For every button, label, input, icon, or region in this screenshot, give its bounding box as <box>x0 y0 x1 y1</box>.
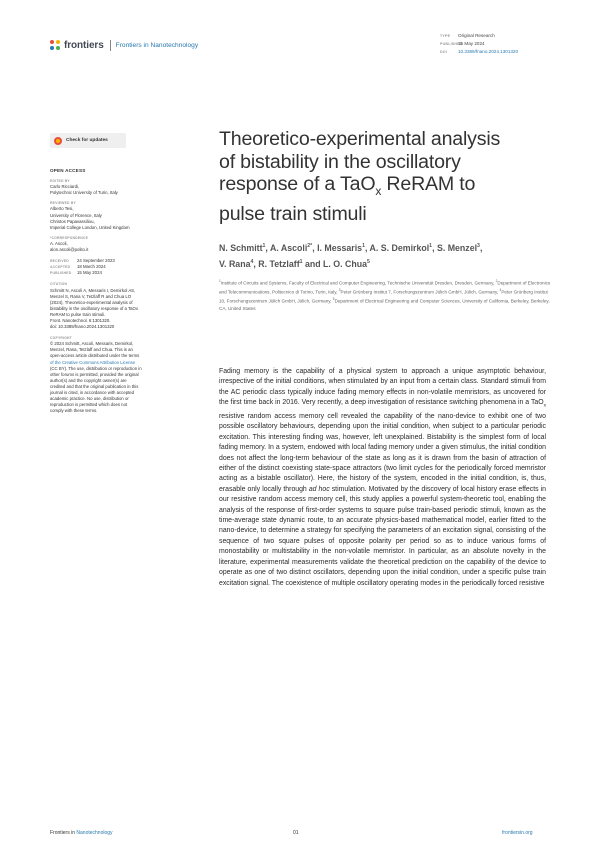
copyright-line: journal is cited, in accordance with accepted <box>50 390 135 395</box>
title-line: Theoretico-experimental analysis <box>219 128 501 150</box>
corresponding-email-link[interactable]: alon.ascoli@polito.it <box>50 247 89 253</box>
affil-number: 2 <box>495 279 498 283</box>
copyright-line: comply with these terms. <box>50 408 98 414</box>
copyright-label: COPYRIGHT <box>50 336 72 341</box>
author-name[interactable]: , R. Tetzlaff <box>253 258 300 269</box>
reviewed-by-label: REVIEWED BY <box>50 201 76 206</box>
footer-journal-prefix: Frontiers in <box>50 830 77 836</box>
author-name[interactable]: , A. Ascoli <box>265 242 308 253</box>
author-affil-ref: 1 <box>362 243 365 249</box>
meta-row-published <box>440 40 518 48</box>
footer-journal-suffix: Nanotechnology <box>76 830 113 836</box>
meta-key: DOI <box>440 50 447 54</box>
journal-header <box>50 40 198 51</box>
citation-line: Menzel S, Rana V, Tetzlaff R and Chua LO <box>50 293 132 299</box>
affil-text: Peter Grünberg Institut 7, Forschungszentrum Jülich GmbH, Jülich, Germany, <box>340 289 500 295</box>
author-affil-ref: 1 <box>429 243 433 249</box>
affiliations <box>219 278 555 312</box>
reviewer-affiliation: Imperial College London, United Kingdom <box>50 224 130 230</box>
reviewer-name: Alberto Tesi, <box>50 206 74 212</box>
dates <box>50 258 160 276</box>
author-name[interactable]: and L. O. Chua <box>302 258 368 269</box>
correspondence-label: *CORRESPONDENCE <box>50 235 89 240</box>
correspondence <box>50 241 160 253</box>
body-text: resistive random access memory cell revealed the capability of the nano-device to exhibit one of two possible oscillatory behaviours, depending upon the initial condition, when subject to a particular periodic excitation. This interesting finding was, however, left unexplained. Bistability is the simplest form of local fading memory. In a system, endowed with local fading memory under a given stimulus, the initial condition does not affect the long-term behaviour of the state as long as it is drawn from the basin of attraction of either of the distinct coexisting state-space attractors (two limit cycles for the periodically forced memristor acting as a bistable oscillator). Here, the history of the system, encoded in the initial condition, is, thus, erasable only locally through <box>219 413 546 493</box>
citation-line: Front. Nanotechnol. 6:1301320. <box>50 317 111 323</box>
affil-text: Institute of Circuits and Systems, Faculty of Electrical and Computer Engineering, Technische Universität Dresden, Dresden, Germany, <box>220 280 496 286</box>
body-emphasis: ad hoc <box>308 485 330 493</box>
open-access-label: OPEN ACCESS <box>50 168 86 173</box>
author-list <box>219 239 559 271</box>
affil-text: Department of Electronics and Telecommunications, Politecnico di Torino, Turin, Italy, <box>219 280 551 295</box>
date-value: 15 May 2024 <box>77 270 102 276</box>
date-key: PUBLISHED <box>50 271 72 276</box>
meta-row-doi <box>440 48 518 56</box>
footer-site-link[interactable]: frontiersin.org <box>502 830 533 836</box>
affil-text: Peter Grünberg Institut 10, Forschungszentrum Jülich GmbH, Jülich, Germany, <box>219 289 548 304</box>
copyright <box>50 341 160 414</box>
citation-line: (2024), Theoretico-experimental analysis of <box>50 299 133 305</box>
author-name[interactable]: , S. Menzel <box>432 242 478 253</box>
author-name[interactable]: V. Rana <box>219 258 251 269</box>
title-text: response of a TaO <box>219 173 376 196</box>
license-link[interactable]: of the Creative Commons Attribution License <box>50 359 136 365</box>
doi-link[interactable]: 10.3389/fnano.2024.1301320 <box>458 49 519 54</box>
date-key: ACCEPTED <box>50 265 71 270</box>
footer-journal[interactable] <box>50 830 113 836</box>
abstract-body <box>219 367 546 589</box>
copyright-line: academic practice. No use, distribution or <box>50 396 129 402</box>
affil-text: Department of Electrical Engineering and Computer Sciences, University of California, Berkeley, Berkeley, CA, United States <box>219 298 550 311</box>
page-number: 01 <box>293 830 299 836</box>
check-for-updates-label: Check for updates <box>66 138 108 143</box>
copyright-line: author(s) and the copyright owner(s) are <box>50 377 127 383</box>
author-affil-ref: 4 <box>250 258 254 265</box>
copyright-line: reproduction is permitted which does not <box>50 402 128 408</box>
header-divider <box>110 40 111 51</box>
citation-doi: doi: 10.3389/fnano.2024.1301320 <box>50 324 115 330</box>
meta-row-type <box>440 32 518 40</box>
crossmark-icon <box>54 137 62 145</box>
copyright-line: credited and that the original publication in this <box>50 383 139 389</box>
copyright-line: other forums is permitted, provided the original <box>50 371 139 377</box>
author-affil-ref: 1 <box>262 243 266 249</box>
edited-by-label: EDITED BY <box>50 179 70 184</box>
date-published <box>50 270 160 276</box>
copyright-line: © 2024 Schmitt, Ascoli, Messaris, Demirkol, <box>50 341 134 347</box>
copyright-line: Menzel, Rana, Tetzlaff and Chua. This is an <box>50 347 133 353</box>
copyright-line: open-access article distributed under the terms <box>50 353 140 359</box>
citation-line: Schmitt N, Ascoli A, Messaris I, Demirkol AS, <box>50 287 136 293</box>
title-subscript: x <box>375 184 382 199</box>
meta-key: TYPE <box>440 34 451 38</box>
citation-label: CITATION <box>50 282 68 287</box>
reviewer-affiliation: University of Florence, Italy <box>50 212 102 218</box>
author-affil-ref: 3 <box>477 243 480 249</box>
body-text: Fading memory is the capability of a physical system to approach a unique asymptotic behaviour, irrespective of the initial conditions, when stimulated by an input from a certain class. Standard stimuli from the AC periodic class typically induce fading memory effects in non-volatile memristors, as uncovered for the first time back in 2016. Very recently, a deep investigation of resistance switching phenomena in a TaO <box>219 368 546 407</box>
citation-line: ReRAM to pulse train stimuli. <box>50 311 106 317</box>
reviewer-name: Christos Papavassiliou, <box>50 218 95 224</box>
affil-number: 1 <box>219 279 221 283</box>
author-separator: , <box>479 242 483 253</box>
edited-by <box>50 184 160 196</box>
author-affil-ref: 1 <box>299 258 303 265</box>
journal-name[interactable]: Frontiers in Nanotechnology <box>115 42 199 49</box>
reviewed-by <box>50 206 160 230</box>
publisher-logo-text: frontiers <box>64 40 104 51</box>
check-for-updates-button[interactable] <box>50 133 126 148</box>
editor-affiliation: Polytechnic University of Turin, Italy <box>50 190 118 196</box>
copyright-line: (CC BY). The use, distribution or reproduction in <box>50 365 142 371</box>
frontiers-logo-icon <box>50 40 61 51</box>
meta-value: Original Research <box>458 33 495 38</box>
affil-number: 5 <box>332 296 335 301</box>
meta-value: 15 May 2024 <box>458 41 485 46</box>
title-line <box>219 173 559 203</box>
editor-name: Carlo Ricciardi, <box>50 184 80 190</box>
citation-line: bistability in the oscillatory response of a TaOx <box>50 305 139 311</box>
body-subscript: x <box>543 403 546 409</box>
article-title <box>219 128 559 225</box>
body-text: stimulation. Motivated by the discovery of local history erase effects in our resistive random access memory cell, this study applies a powerful system-theoretic tool, enabling the analysis of the response of first-order systems to square pulse train-based periodic stimuli, known as the time-average state dynamic route, to an accurate physics-based mathematical model, earlier fitted to the nano-device, to determine a strategy for specifying the parameters of an excitation signal, consisting of the sequence of two square pulses of opposite polarity per period so as to induce various forms of monostability or multistability in the non-volatile memristor. In particular, as an absolute novelty in the literature, experimental measurements validate the theoretical prediction on the capability of the device to operate as one of two distinct oscillators, depending upon the initial condition, under a specific pulse train excitation signal. The coexistence of multiple oscillatory operating modes in the periodically forced resistive <box>219 485 546 587</box>
author-line <box>219 255 559 271</box>
affil-number: 3 <box>338 287 341 292</box>
date-value: 24 September 2023 <box>77 258 115 264</box>
author-name[interactable]: , A. S. Demirkol <box>364 242 430 253</box>
affil-number: 4 <box>499 287 502 292</box>
date-key: RECEIVED <box>50 259 69 264</box>
article-sidebar <box>50 168 160 414</box>
author-line <box>219 239 559 255</box>
author-name[interactable]: N. Schmitt <box>219 242 263 253</box>
author-affil-ref: 2* <box>307 243 313 249</box>
corresponding-author: A. Ascoli, <box>50 240 68 246</box>
author-name[interactable]: , I. Messaris <box>312 242 363 253</box>
article-meta <box>440 32 518 56</box>
date-value: 18 March 2024 <box>77 264 106 270</box>
title-line: pulse train stimuli <box>219 202 367 225</box>
citation <box>50 288 160 331</box>
meta-key: PUBLISHED <box>440 42 463 46</box>
author-affil-ref: 5 <box>367 258 370 265</box>
title-line: of bistability in the oscillatory <box>219 150 461 173</box>
title-text: ReRAM to <box>381 173 476 196</box>
